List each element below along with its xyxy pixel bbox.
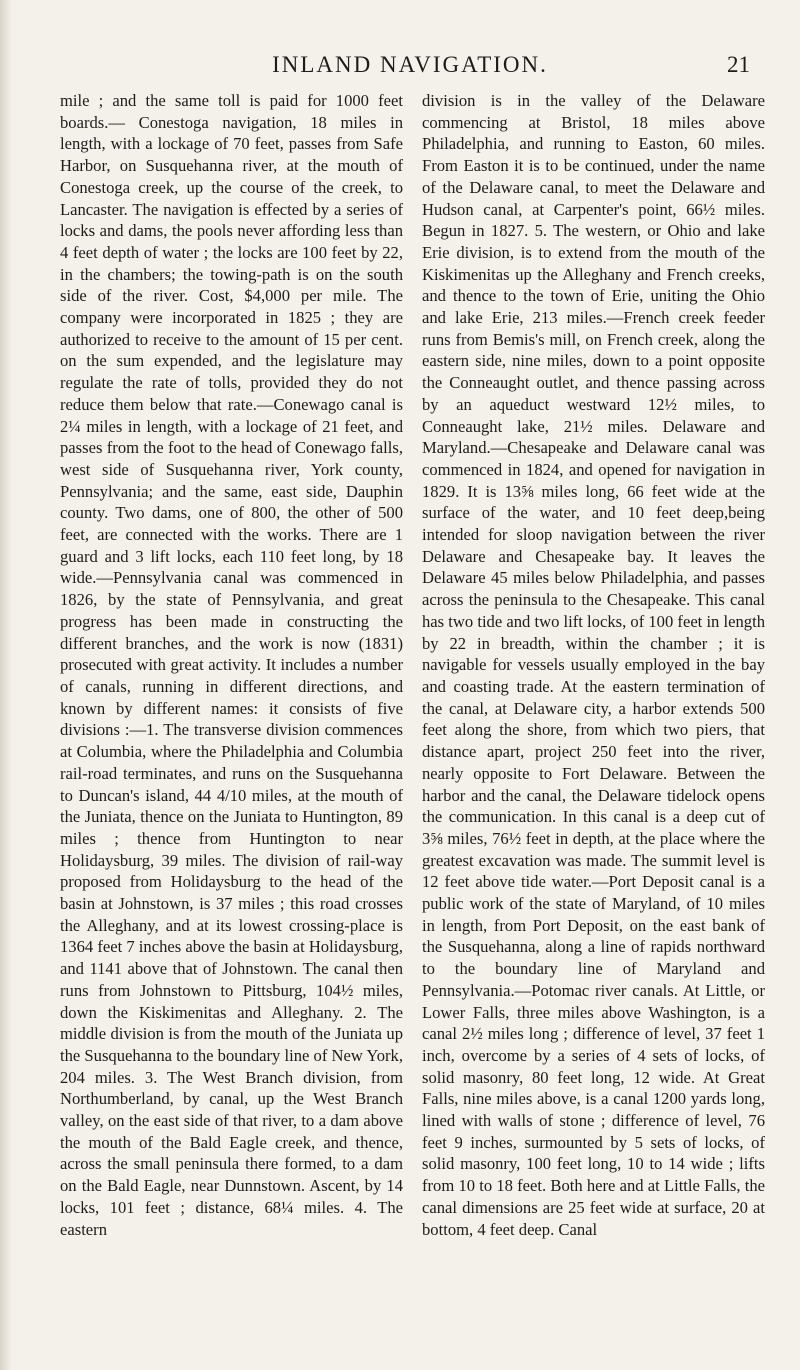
left-column [60,90,403,1355]
text-columns [60,90,765,1355]
left-column-text: mile ; and the same toll is paid for 1000 feet boards.— Conestoga navigation, 18 miles in length, with a lockage of 70 feet, passes from Safe Harbor, on Susquehanna river, at the mouth of Conestoga creek, up the course of the creek, to Lancaster. The navigation is effected by a series of locks and dams, the pools never affording less than 4 feet depth of water ; the locks are 100 feet by 22, in the chambers; the towing-path is on the south side of the river. Cost, $4,000 per mile. The company were incorporated in 1825 ; they are authorized to receive to the amount of 15 per cent. on the sum expended, and the legislature may regulate the rate of tolls, provided they do not reduce them below that rate.—Conewago canal is 2¼ miles in length, with a lockage of 21 feet, and passes from the foot to the head of Conewago falls, west side of Susquehanna river, York county, Pennsylvania; and the same, east side, Dauphin county. Two dams, one of 800, the other of 500 feet, are connected with the works. There are 1 guard and 3 lift locks, each 110 feet long, by 18 wide.—Pennsylvania canal was commenced in 1826, by the state of Pennsylvania, and great progress has been made in constructing the different branches, and the work is now (1831) prosecuted with great activity. It includes a number of canals, running in different directions, and known by different names: it consists of five divisions :—1. The transverse division commences at Columbia, where the Philadelphia and Columbia rail-road terminates, and runs on the Susquehanna to Duncan's island, 44 4/10 miles, at the mouth of the Juniata, thence on the Juniata to Huntington, 89 miles ; thence from Huntington to near Holidaysburg, 39 miles. The division of rail-way proposed from Holidaysburg to the head of the basin at Johnstown, is 37 miles ; this road crosses the Alleghany, and at its lowest crossing-place is 1364 feet 7 inches above the basin at Holidaysburg, and 1141 above that of Johnstown. The canal then runs from Johnstown to Pittsburg, 104½ miles, down the Kiskimenitas and Alleghany. 2. The middle division is from the mouth of the Juniata up the Susquehanna to the boundary line of New York, 204 miles. 3. The West Branch division, from Northumberland, by canal, up the West Branch valley, on the east side of that river, to a dam above the mouth of the Bald Eagle creek, and thence, across the small peninsula there formed, to a dam on the Bald Eagle, near Dunnstown. Ascent, by 14 locks, 101 feet ; distance, 68¼ miles. 4. The eastern [60,91,403,1239]
right-column-text: division is in the valley of the Delaware commencing at Bristol, 18 miles above Philadelphia, and running to Easton, 60 miles. From Easton it is to be continued, under the name of the Delaware canal, to meet the Delaware and Hudson canal, at Carpenter's point, 66½ miles. Begun in 1827. 5. The western, or Ohio and lake Erie division, is to extend from the mouth of the Kiskimenitas up the Alleghany and French creeks, and thence to the town of Erie, uniting the Ohio and lake Erie, 213 miles.—French creek feeder runs from Bemis's mill, on French creek, along the eastern side, nine miles, down to a point opposite the Conneaught outlet, and thence passing across by an aqueduct westward 12½ miles, to Conneaught lake, 21½ miles. Delaware and Maryland.—Chesapeake and Delaware canal was commenced in 1824, and opened for navigation in 1829. It is 13⅝ miles long, 66 feet wide at the surface of the water, and 10 feet deep,being intended for sloop navigation between the river Delaware and Chesapeake bay. It leaves the Delaware 45 miles below Philadelphia, and passes across the peninsula to the Chesapeake. This canal has two tide and two lift locks, of 100 feet in length by 22 in breadth, within the chamber ; it is navigable for vessels usually employed in the bay and coasting trade. At the eastern termination of the canal, at Delaware city, a harbor extends 500 feet along the shore, from which two piers, that distance apart, project 250 feet into the river, nearly opposite to Fort Delaware. Between the harbor and the canal, the Delaware tidelock opens the communication. In this canal is a deep cut of 3⅝ miles, 76½ feet in depth, at the place where the greatest excavation was made. The summit level is 12 feet above tide water.—Port Deposit canal is a public work of the state of Maryland, of 10 miles in length, from Port Deposit, on the east bank of the Susquehanna, along a line of rapids northward to the boundary line of Maryland and Pennsylvania.—Potomac river canals. At Little, or Lower Falls, three miles above Washington, is a canal 2½ miles long ; difference of level, 37 feet 1 inch, overcome by a series of 4 sets of locks, of solid masonry, 80 feet long, 12 wide. At Great Falls, nine miles above, is a canal 1200 yards long, lined with walls of stone ; difference of level, 76 feet 9 inches, surmounted by 5 sets of locks, of solid masonry, 100 feet long, 10 to 14 wide ; lifts from 10 to 18 feet. Both here and at Little Falls, the canal dimensions are 25 feet wide at surface, 20 at bottom, 4 feet deep. Canal [422,91,765,1239]
running-head: INLAND NAVIGATION. [272,52,548,77]
page-binding-edge [0,0,12,1370]
right-column [422,90,765,1355]
page-number: 21 [727,52,750,77]
page-header [60,52,760,82]
